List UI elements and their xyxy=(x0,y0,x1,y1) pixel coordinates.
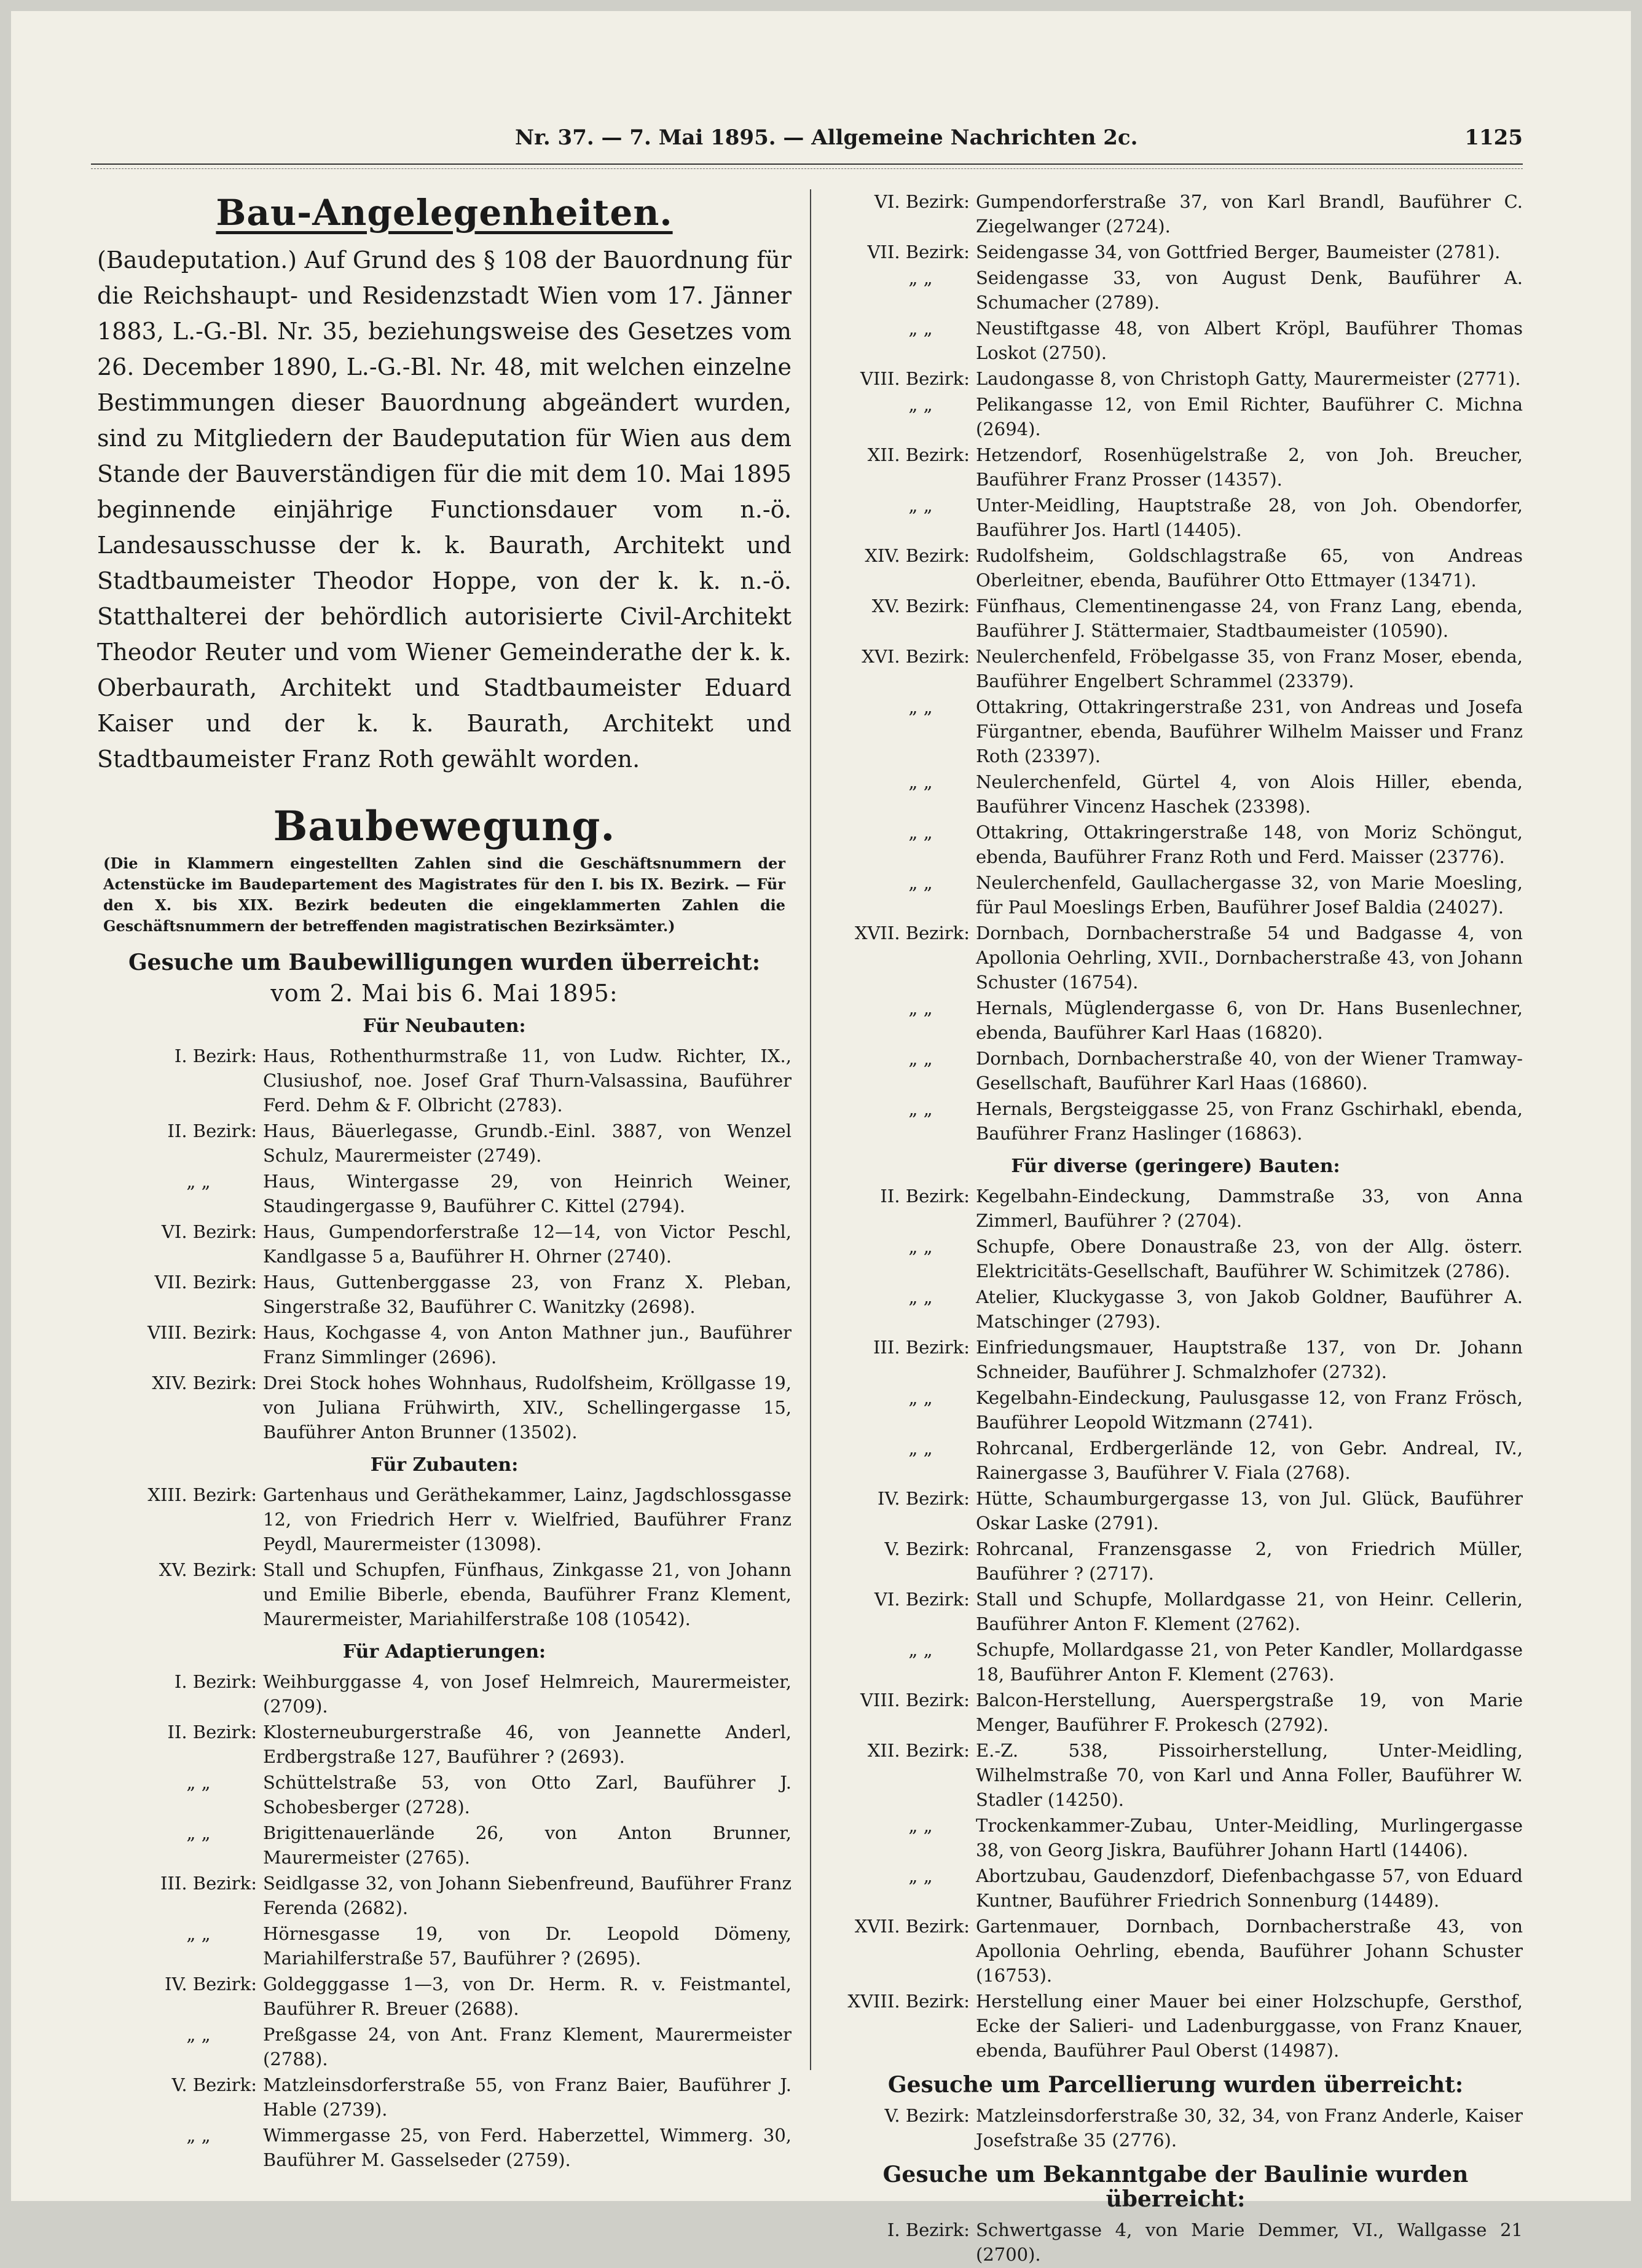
list-item xyxy=(97,1371,792,1444)
district-label: VIII. Bezirk: xyxy=(860,1690,970,1711)
entry-text: Weihburggasse 4, von Josef Helmreich, Maurermeister, (2709). xyxy=(263,1671,792,1717)
list-item xyxy=(828,1184,1523,1233)
list-item xyxy=(828,366,1523,391)
entry-text: Schupfe, Obere Donaustraße 23, von der Allg. österr. Elektricitäts-Gesellschaft, Bauführer W. Schimitzek (2786). xyxy=(976,1236,1523,1282)
list-item xyxy=(97,1720,792,1769)
district-label: „ „ xyxy=(908,1098,933,1119)
list-item xyxy=(828,493,1523,542)
entry-text: Hetzendorf, Rosenhügelstraße 2, von Joh. Breucher, Bauführer Franz Prosser (14357). xyxy=(976,444,1523,490)
list-item xyxy=(828,820,1523,869)
district-label: I. Bezirk: xyxy=(174,1671,257,1692)
list-item xyxy=(97,1219,792,1269)
entry-text: Dornbach, Dornbacherstraße 40, von der Wiener Tramway-Gesellschaft, Bauführer Karl Haas (16860). xyxy=(976,1048,1523,1093)
district-label: „ „ xyxy=(908,771,933,792)
district-label: XV. Bezirk: xyxy=(871,596,970,616)
list-item xyxy=(828,1989,1523,2063)
heading-bau-angelegenheiten: Bau-Angelegenheiten. xyxy=(216,192,673,234)
list-item xyxy=(828,594,1523,643)
district-label: II. Bezirk: xyxy=(167,1722,257,1742)
district-label: VI. Bezirk: xyxy=(161,1221,257,1242)
district-label: III. Bezirk: xyxy=(873,1337,970,1358)
header-rule xyxy=(91,163,1523,169)
district-label: XVII. Bezirk: xyxy=(854,923,970,943)
entry-text: Hernals, Müglendergasse 6, von Dr. Hans Busenlechner, ebenda, Bauführer Karl Haas (16820). xyxy=(976,998,1523,1043)
district-label: „ „ xyxy=(186,2024,211,2045)
list-item xyxy=(97,1482,792,1556)
list-item xyxy=(828,392,1523,441)
list-item xyxy=(97,1972,792,2021)
subheading-neubauten: Für Neubauten: xyxy=(363,1015,526,1037)
list-item xyxy=(828,316,1523,365)
list-item xyxy=(828,996,1523,1045)
district-label: „ „ xyxy=(908,1639,933,1660)
list-item xyxy=(97,1921,792,1971)
subheading-adaptierungen: Für Adaptierungen: xyxy=(342,1641,546,1663)
district-label: XVI. Bezirk: xyxy=(862,646,970,667)
section-baulinie: Gesuche um Bekanntgabe der Baulinie wurden überreicht: xyxy=(882,2162,1469,2212)
district-label: VII. Bezirk: xyxy=(154,1272,257,1293)
list-item xyxy=(97,1270,792,1319)
district-label: VI. Bezirk: xyxy=(874,1589,970,1610)
section-parcellierung: Gesuche um Parcellierung wurden überreicht: xyxy=(887,2072,1464,2098)
entry-text: Ottakring, Ottakringerstraße 231, von Andreas und Josefa Fürgantner, ebenda, Bauführer Wilhelm Maisser und Franz Roth (23397). xyxy=(976,696,1523,766)
entry-text: Haus, Bäuerlegasse, Grundb.-Einl. 3887, von Wenzel Schulz, Maurermeister (2749). xyxy=(263,1120,792,1166)
entry-text: Gartenmauer, Dornbach, Dornbacherstraße 43, von Apollonia Oehrling, ebenda, Bauführer Johann Schuster (16753). xyxy=(976,1916,1523,1986)
date-range: vom 2. Mai bis 6. Mai 1895: xyxy=(270,980,618,1007)
list-item xyxy=(97,1821,792,1870)
entry-text: Seidengasse 33, von August Denk, Bauführer A. Schumacher (2789). xyxy=(976,267,1523,313)
district-label: „ „ xyxy=(908,1048,933,1069)
list-item xyxy=(828,240,1523,264)
list-item xyxy=(828,1285,1523,1334)
entry-text: Stall und Schupfen, Fünfhaus, Zinkgasse 21, von Johann und Emilie Biberle, ebenda, Bauführer Franz Klement, Maurermeister, Mariahilferstraße 108 (10542). xyxy=(263,1559,792,1629)
entry-text: Dornbach, Dornbacherstraße 54 und Badgasse 4, von Apollonia Oehrling, XVII., Dornbacherstraße 43, von Johann Schuster (16754). xyxy=(976,923,1523,993)
entry-text: Unter-Meidling, Hauptstraße 28, von Joh. Obendorfer, Bauführer Jos. Hartl (14405). xyxy=(976,495,1523,540)
district-label: IV. Bezirk: xyxy=(165,1974,257,1994)
district-label: „ „ xyxy=(908,495,933,516)
district-label: „ „ xyxy=(908,1286,933,1307)
entry-text: Wimmergasse 25, von Ferd. Haberzettel, Wimmerg. 30, Bauführer M. Gasselseder (2759). xyxy=(263,2125,792,2170)
entry-text: Haus, Guttenberggasse 23, von Franz X. Pleban, Singerstraße 32, Bauführer C. Wanitzky (2698). xyxy=(263,1272,792,1317)
list-item xyxy=(828,1738,1523,1812)
entry-text: Balcon-Herstellung, Auerspergstraße 19, von Marie Menger, Bauführer F. Prokesch (2792). xyxy=(976,1690,1523,1735)
district-label: „ „ xyxy=(908,872,933,893)
district-label: „ „ xyxy=(908,998,933,1018)
list-item xyxy=(828,695,1523,768)
district-label: XIV. Bezirk: xyxy=(865,545,970,566)
district-label: XIV. Bezirk: xyxy=(152,1372,257,1393)
list-zubauten xyxy=(97,1482,792,1631)
district-label: III. Bezirk: xyxy=(160,1873,257,1894)
list-item xyxy=(828,1486,1523,1535)
entry-text: Neustiftgasse 48, von Albert Kröpl, Bauführer Thomas Loskot (2750). xyxy=(976,318,1523,363)
district-label: „ „ xyxy=(908,1865,933,1886)
district-label: „ „ xyxy=(908,394,933,415)
baudeputation-paragraph: (Baudeputation.) Auf Grund des § 108 der Bauordnung für die Reichshaupt- und Residenzstadt Wien vom 17. Jänner 1883, L.-G.-Bl. Nr. 35, beziehungsweise des Gesetzes vom 26. December 1890, L.-G.-Bl. Nr. 48, mit welchen einzelne Bestimmungen dieser Bauordnung abgeändert wurden, sind zu Mitgliedern der Baudeputation für Wien aus dem Stande der Bauverständigen für die mit dem 10. Mai 1895 beginnende einjährige Functionsdauer vom n.-ö. Landesausschusse der k. k. Baurath, Architekt und Stadtbaumeister Theodor Hoppe, von der k. k. n.-ö. Statthalterei der behördlich autorisierte Civil-Architekt Theodor Reuter und vom Wiener Gemeinderathe der k. k. Oberbaurath, Architekt und Stadtbaumeister Eduard Kaiser und der k. k. Baurath, Architekt und Stadtbaumeister Franz Roth gewählt worden. xyxy=(97,246,792,773)
district-label: V. Bezirk: xyxy=(171,2074,257,2095)
district-label: XII. Bezirk: xyxy=(867,1740,970,1761)
list-item xyxy=(97,1669,792,1719)
entry-text: Rohrcanal, Franzensgasse 2, von Friedrich Müller, Bauführer ? (2717). xyxy=(976,1538,1523,1584)
list-item xyxy=(828,2103,1523,2152)
page-header xyxy=(85,120,1523,157)
section-baubewilligungen: Gesuche um Baubewilligungen wurden überreicht: xyxy=(128,950,761,975)
list-diverse xyxy=(828,1184,1523,2063)
list-item xyxy=(828,1046,1523,1095)
entry-text: Atelier, Kluckygasse 3, von Jakob Goldner, Bauführer A. Matschinger (2793). xyxy=(976,1286,1523,1332)
district-label: I. Bezirk: xyxy=(887,2219,970,2240)
list-item xyxy=(97,1119,792,1168)
list-item xyxy=(828,921,1523,994)
entry-text: Haus, Kochgasse 4, von Anton Mathner jun., Bauführer Franz Simmlinger (2696). xyxy=(263,1322,792,1368)
district-label: „ „ xyxy=(908,1387,933,1408)
entry-text: Matzleinsdorferstraße 55, von Franz Baier, Bauführer J. Hable (2739). xyxy=(263,2074,792,2120)
entry-text: Fünfhaus, Clementinengasse 24, von Franz Lang, ebenda, Bauführer J. Stättermaier, Stadtbaumeister (10590). xyxy=(976,596,1523,641)
district-label: II. Bezirk: xyxy=(880,1186,970,1207)
district-label: V. Bezirk: xyxy=(884,1538,970,1559)
list-item xyxy=(828,870,1523,919)
entry-text: Schupfe, Mollardgasse 21, von Peter Kandler, Mollardgasse 18, Bauführer Anton F. Klement (2763). xyxy=(976,1639,1523,1685)
entry-text: Hütte, Schaumburgergasse 13, von Jul. Glück, Bauführer Oskar Laske (2791). xyxy=(976,1488,1523,1534)
subheading-zubauten: Für Zubauten: xyxy=(370,1454,519,1476)
list-baulinie xyxy=(828,2218,1523,2267)
list-item xyxy=(97,1044,792,1117)
entry-text: Stall und Schupfe, Mollardgasse 21, von Heinr. Cellerin, Bauführer Anton F. Klement (2762). xyxy=(976,1589,1523,1634)
district-label: „ „ xyxy=(908,1236,933,1257)
list-item xyxy=(828,1385,1523,1435)
subheading-diverse: Für diverse (geringere) Bauten: xyxy=(1011,1156,1340,1177)
list-item xyxy=(97,1770,792,1819)
explanatory-note: (Die in Klammern eingestellten Zahlen sind die Geschäftsnummern der Actenstücke im Baudepartement des Magistrates für den I. bis IX. Bezirk. — Für den X. bis XIX. Bezirk bedeuten die eingeklammerten Zahlen die Geschäftsnummern der betreffenden magistratischen Bezirksämter.) xyxy=(103,854,785,935)
entry-text: Gartenhaus und Geräthekammer, Lainz, Jagdschlossgasse 12, von Friedrich Herr v. Wielfried, Bauführer Franz Peydl, Maurermeister (13098). xyxy=(263,1484,792,1554)
entry-text: Hernals, Bergsteiggasse 25, von Franz Gschirhakl, ebenda, Bauführer Franz Haslinger (16863). xyxy=(976,1098,1523,1144)
district-label: II. Bezirk: xyxy=(167,1120,257,1141)
entry-text: Einfriedungsmauer, Hauptstraße 137, von Dr. Johann Schneider, Bauführer J. Schmalzhofer (2732). xyxy=(976,1337,1523,1382)
list-item xyxy=(828,644,1523,693)
list-item xyxy=(828,1097,1523,1146)
list-item xyxy=(97,1557,792,1631)
list-parcellierung xyxy=(828,2103,1523,2152)
list-adaptierungen xyxy=(97,1669,792,2172)
district-label: XII. Bezirk: xyxy=(867,444,970,465)
entry-text: Drei Stock hohes Wohnhaus, Rudolfsheim, Kröllgasse 19, von Juliana Frühwirth, XIV., Schellingergasse 15, Bauführer Anton Brunner (13502). xyxy=(263,1372,792,1443)
district-label: XVIII. Bezirk: xyxy=(847,1991,970,2012)
list-item xyxy=(97,1320,792,1369)
entry-text: Gumpendorferstraße 37, von Karl Brandl, Bauführer C. Ziegelwanger (2724). xyxy=(976,191,1523,237)
entry-text: Schwertgasse 4, von Marie Demmer, VI., Wallgasse 21 (2700). xyxy=(976,2219,1523,2265)
list-item xyxy=(828,543,1523,593)
district-label: VI. Bezirk: xyxy=(874,191,970,212)
list-item xyxy=(828,1864,1523,1913)
list-item xyxy=(828,1688,1523,1737)
list-item xyxy=(828,266,1523,315)
entry-text: Goldegggasse 1—3, von Dr. Herm. R. v. Feistmantel, Bauführer R. Breuer (2688). xyxy=(263,1974,792,2019)
list-item xyxy=(828,1234,1523,1283)
entry-text: Neulerchenfeld, Fröbelgasse 35, von Franz Moser, ebenda, Bauführer Engelbert Schrammel (23379). xyxy=(976,646,1523,691)
district-label: „ „ xyxy=(186,1171,211,1192)
district-label: „ „ xyxy=(908,696,933,717)
list-item xyxy=(97,1169,792,1218)
running-title: Nr. 37. — 7. Mai 1895. — Allgemeine Nachrichten 2c. xyxy=(515,125,1138,150)
district-label: „ „ xyxy=(908,1438,933,1459)
list-item xyxy=(828,1813,1523,1862)
entry-text: Hörnesgasse 19, von Dr. Leopold Dömeny, Mariahilferstraße 57, Bauführer ? (2695). xyxy=(263,1923,792,1969)
district-label: VIII. Bezirk: xyxy=(860,368,970,389)
entry-text: Haus, Wintergasse 29, von Heinrich Weiner, Staudingergasse 9, Bauführer C. Kittel (2794). xyxy=(263,1171,792,1216)
district-label: XV. Bezirk: xyxy=(159,1559,257,1580)
district-label: XIII. Bezirk: xyxy=(147,1484,257,1505)
district-label: „ „ xyxy=(186,1923,211,1944)
entry-text: Rudolfsheim, Goldschlagstraße 65, von Andreas Oberleitner, ebenda, Bauführer Otto Ettmayer (13471). xyxy=(976,545,1523,591)
district-label: VIII. Bezirk: xyxy=(147,1322,257,1343)
district-label: „ „ xyxy=(908,318,933,339)
district-label: IV. Bezirk: xyxy=(878,1488,970,1509)
entry-text: Seidlgasse 32, von Johann Siebenfreund, Bauführer Franz Ferenda (2682). xyxy=(263,1873,792,1918)
list-item xyxy=(828,1436,1523,1485)
district-label: I. Bezirk: xyxy=(174,1045,257,1066)
list-item xyxy=(828,1914,1523,1988)
list-item xyxy=(828,1335,1523,1384)
right-column xyxy=(828,189,1523,2268)
list-item xyxy=(828,1537,1523,1586)
district-label: XVII. Bezirk: xyxy=(854,1916,970,1937)
entry-text: Trockenkammer-Zubau, Unter-Meidling, Murlingergasse 38, von Georg Jiskra, Bauführer Johann Hartl (14406). xyxy=(976,1815,1523,1860)
entry-text: Pelikangasse 12, von Emil Richter, Bauführer C. Michna (2694). xyxy=(976,394,1523,439)
list-item xyxy=(828,2218,1523,2267)
list-item xyxy=(828,443,1523,492)
district-label: „ „ xyxy=(186,1772,211,1793)
list-neubauten xyxy=(97,1044,792,1444)
entry-text: Matzleinsdorferstraße 30, 32, 34, von Franz Anderle, Kaiser Josefstraße 35 (2776). xyxy=(976,2105,1523,2151)
heading-baubewegung: Baubewegung. xyxy=(273,802,616,850)
entry-text: Laudongasse 8, von Christoph Gatty, Maurermeister (2771). xyxy=(976,368,1521,389)
district-label: „ „ xyxy=(908,822,933,843)
page-number: 1125 xyxy=(1464,125,1523,150)
list-item xyxy=(97,2022,792,2071)
newspaper-page xyxy=(11,11,1631,2265)
entry-text: Kegelbahn-Eindeckung, Paulusgasse 12, von Franz Frösch, Bauführer Leopold Witzmann (2741). xyxy=(976,1387,1523,1433)
entry-text: Brigittenauerlände 26, von Anton Brunner, Maurermeister (2765). xyxy=(263,1822,792,1868)
entry-text: Neulerchenfeld, Gaullachergasse 32, von Marie Moesling, für Paul Moeslings Erben, Bauführer Josef Baldia (24027). xyxy=(976,872,1523,918)
list-item xyxy=(828,1587,1523,1636)
list-item xyxy=(828,770,1523,819)
entry-text: Kegelbahn-Eindeckung, Dammstraße 33, von Anna Zimmerl, Bauführer ? (2704). xyxy=(976,1186,1523,1231)
district-label: „ „ xyxy=(908,267,933,288)
list-item xyxy=(97,1871,792,1920)
district-label: V. Bezirk: xyxy=(884,2105,970,2126)
district-label: „ „ xyxy=(186,1822,211,1843)
entry-text: Seidengasse 34, von Gottfried Berger, Baumeister (2781). xyxy=(976,242,1501,262)
entry-text: Rohrcanal, Erdbergerlände 12, von Gebr. Andreal, IV., Rainergasse 3, Bauführer V. Fiala (2768). xyxy=(976,1438,1523,1483)
list-item xyxy=(828,1637,1523,1687)
list-item xyxy=(97,2073,792,2122)
entry-text: Preßgasse 24, von Ant. Franz Klement, Maurermeister (2788). xyxy=(263,2024,792,2069)
entry-text: Haus, Rothenthurmstraße 11, von Ludw. Richter, IX., Clusiushof, noe. Josef Graf Thurn-Valsassina, Bauführer Ferd. Dehm & F. Olbricht (2783). xyxy=(263,1045,792,1116)
entry-text: Haus, Gumpendorferstraße 12—14, von Victor Peschl, Kandlgasse 5 a, Bauführer H. Ohrner (2740). xyxy=(263,1221,792,1267)
district-label: VII. Bezirk: xyxy=(867,242,970,262)
list-item xyxy=(828,189,1523,238)
entry-text: Neulerchenfeld, Gürtel 4, von Alois Hiller, ebenda, Bauführer Vincenz Haschek (23398). xyxy=(976,771,1523,817)
entry-text: Schüttelstraße 53, von Otto Zarl, Bauführer J. Schobesberger (2728). xyxy=(263,1772,792,1817)
entry-text: Herstellung einer Mauer bei einer Holzschupfe, Gersthof, Ecke der Salieri- und Ladenburggasse, von Franz Knauer, ebenda, Bauführer Paul Oberst (14987). xyxy=(976,1991,1523,2061)
district-label: „ „ xyxy=(186,2125,211,2146)
column-divider xyxy=(810,189,811,2070)
entry-text: Abortzubau, Gaudenzdorf, Diefenbachgasse 57, von Eduard Kuntner, Bauführer Friedrich Sonnenburg (14489). xyxy=(976,1865,1523,1911)
entry-text: E.-Z. 538, Pissoirherstellung, Unter-Meidling, Wilhelmstraße 70, von Karl und Anna Foller, Bauführer W. Stadler (14250). xyxy=(976,1740,1523,1810)
list-item xyxy=(97,2123,792,2172)
entry-text: Ottakring, Ottakringerstraße 148, von Moriz Schöngut, ebenda, Bauführer Franz Roth und Ferd. Maisser (23776). xyxy=(976,822,1523,867)
entry-text: Klosterneuburgerstraße 46, von Jeannette Anderl, Erdbergstraße 127, Bauführer ? (2693). xyxy=(263,1722,792,1767)
list-neubauten-continued xyxy=(828,189,1523,1146)
left-column xyxy=(97,189,792,2173)
district-label: „ „ xyxy=(908,1815,933,1836)
